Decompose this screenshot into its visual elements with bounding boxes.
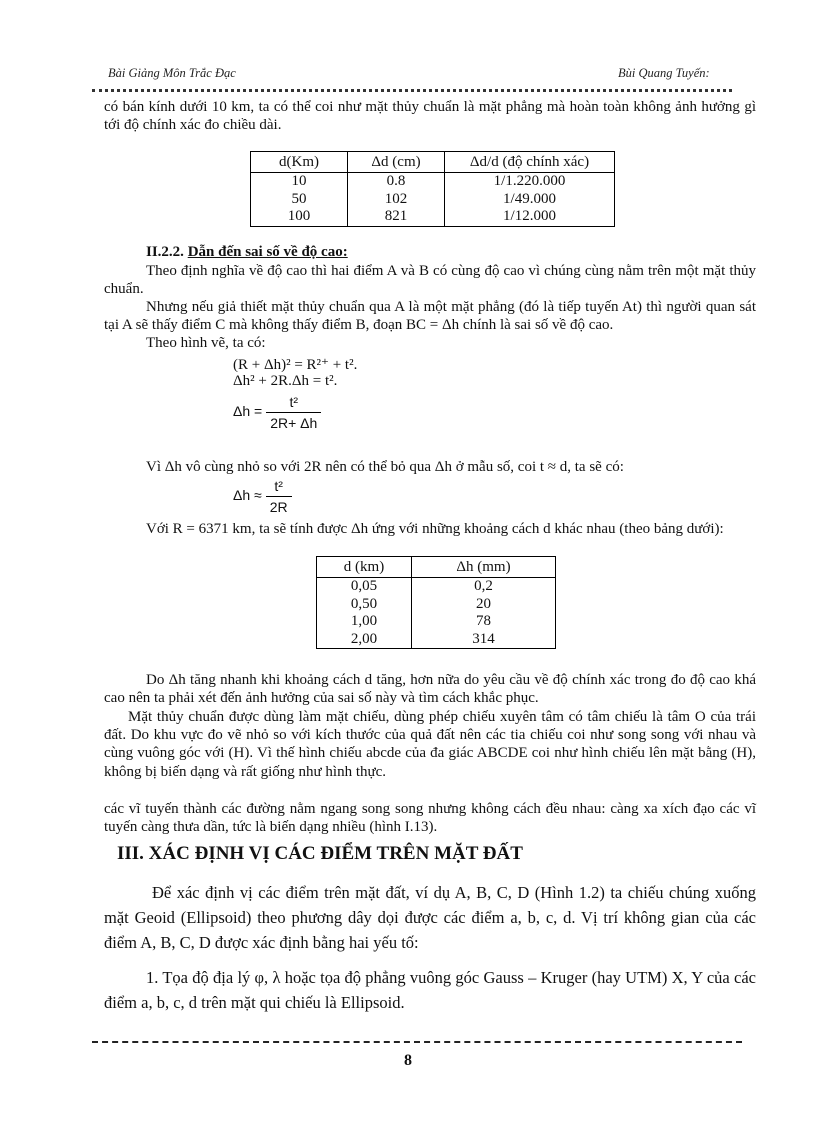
table-row xyxy=(317,596,556,614)
equation-4-fraction xyxy=(266,478,292,515)
table-cell: 314 xyxy=(412,631,556,649)
intro-paragraph: có bán kính dưới 10 km, ta có thể coi như mặt thủy chuẩn là mặt phẳng mà hoàn toàn không ảnh hưởng gì tới độ chính xác đo chiều dài. xyxy=(104,99,756,134)
projection-paragraph: Mặt thủy chuẩn được dùng làm mặt chiếu, dùng phép chiếu xuyên tâm có tâm chiếu là tâm O của trái đất. Do khu vực đo vẽ nhỏ so với kích thước của quả đất nên các tia chiếu coi như song song với nhau và cùng vuông góc với (H). Vì thế hình chiếu abcde của đa giác ABCDE coi như hình chiếu lên mặt bằng (H), không bị biến dạng và rất giống như hình thực. xyxy=(104,709,756,780)
table-cell: 100 xyxy=(251,208,348,226)
equation-3-fraction xyxy=(266,394,321,431)
table-row xyxy=(251,173,615,191)
figure-paragraph: Theo hình vẽ, ta có: xyxy=(146,335,266,351)
latitude-paragraph: các vĩ tuyến thành các đường nằm ngang song song nhưng không cách đều nhau: càng xa xích đạo các vĩ tuyến càng thưa dần, tức là biến dạng nhiều (hình I.13). xyxy=(104,801,756,836)
geoid-paragraph: Để xác định vị các điểm trên mặt đất, ví dụ A, B, C, D (Hình 1.2) ta chiếu chúng xuống mặt Geoid (Ellipsoid) theo phương dây dọi được các điểm a, b, c, d. Vị trí không gian của các điểm A, B, C, D được xác định bằng hai yếu tố: xyxy=(104,883,756,952)
footer-divider xyxy=(92,1041,742,1043)
table-cell: 2,00 xyxy=(317,631,412,649)
table-cell: 1/1.220.000 xyxy=(445,173,615,191)
section-heading-222 xyxy=(146,244,348,261)
equation-4-denominator: 2R xyxy=(266,496,292,515)
assumption-paragraph: Nhưng nếu giả thiết mặt thủy chuẩn qua A là một mặt phẳng (đó là tiếp tuyến At) thì người quan sát tại A sẽ thấy điểm C mà không thấy điểm B, đoạn BC = Δh chính là sai số về độ cao. xyxy=(104,299,756,334)
approximation-paragraph: Vì Δh vô cùng nhỏ so với 2R nên có thể bỏ qua Δh ở mẫu số, coi t ≈ d, ta sẽ có: xyxy=(146,459,624,475)
table-cell: 0,2 xyxy=(412,578,556,596)
table-cell: 0,05 xyxy=(317,578,412,596)
header-left: Bài Giảng Môn Trắc Đạc xyxy=(108,66,236,80)
table-cell: 50 xyxy=(251,191,348,209)
table-cell: 20 xyxy=(412,596,556,614)
equation-4-numerator: t² xyxy=(274,478,283,494)
equation-3 xyxy=(233,394,321,431)
table-row xyxy=(317,613,556,631)
equation-4-lhs: Δh ≈ xyxy=(233,487,262,504)
table-cell: 0.8 xyxy=(348,173,445,191)
section-heading-iii: III. XÁC ĐỊNH VỊ CÁC ĐIỂM TRÊN MẶT ĐẤT xyxy=(117,843,523,864)
definition-paragraph: Theo định nghĩa về độ cao thì hai điểm A và B có cùng độ cao vì chúng cùng nằm trên một mặt thủy chuẩn. xyxy=(104,263,756,298)
table-row xyxy=(251,191,615,209)
height-error-table xyxy=(316,556,556,649)
table-row xyxy=(317,578,556,596)
radius-paragraph: Với R = 6371 km, ta sẽ tính được Δh ứng với những khoảng cách d khác nhau (theo bảng dưới): xyxy=(146,521,724,537)
table-row xyxy=(251,208,615,226)
header-divider xyxy=(92,89,732,92)
equation-4 xyxy=(233,478,292,515)
equation-3-denominator: 2R+ Δh xyxy=(266,412,321,431)
table-cell: 1,00 xyxy=(317,613,412,631)
table-cell: 821 xyxy=(348,208,445,226)
table-cell: 0,50 xyxy=(317,596,412,614)
growth-paragraph: Do Δh tăng nhanh khi khoảng cách d tăng, hơn nữa do yêu cầu về độ chính xác trong đo độ cao khá cao nên ta phải xét đến ảnh hưởng của sai số này và tìm cách khắc phục. xyxy=(104,672,756,707)
header-right: Bùi Quang Tuyến: xyxy=(618,66,710,80)
table-cell: 78 xyxy=(412,613,556,631)
table2-header: d (km) xyxy=(317,557,412,578)
equation-1: (R + Δh)² = R²⁺ + t². xyxy=(233,357,358,373)
table2-header: Δh (mm) xyxy=(412,557,556,578)
table1-header: d(Km) xyxy=(251,152,348,173)
table1-header: Δd (cm) xyxy=(348,152,445,173)
table1-header: Δd/d (độ chính xác) xyxy=(445,152,615,173)
equation-3-numerator: t² xyxy=(289,394,299,410)
section-title: Dẫn đến sai số về độ cao: xyxy=(187,244,348,260)
equation-3-lhs: Δh = xyxy=(233,403,263,420)
equation-2: Δh² + 2R.Δh = t². xyxy=(233,373,338,389)
table-cell: 10 xyxy=(251,173,348,191)
table-cell: 1/12.000 xyxy=(445,208,615,226)
coordinate-item: 1. Tọa độ địa lý φ, λ hoặc tọa độ phẳng vuông góc Gauss – Kruger (hay UTM) X, Y của các điểm a, b, c, d trên mặt qui chiếu là Ellipsoid. xyxy=(104,968,756,1012)
accuracy-table xyxy=(250,151,615,227)
table-row xyxy=(317,631,556,649)
page-number: 8 xyxy=(404,1052,412,1069)
table-cell: 102 xyxy=(348,191,445,209)
section-number: II.2.2. xyxy=(146,244,184,260)
table-cell: 1/49.000 xyxy=(445,191,615,209)
